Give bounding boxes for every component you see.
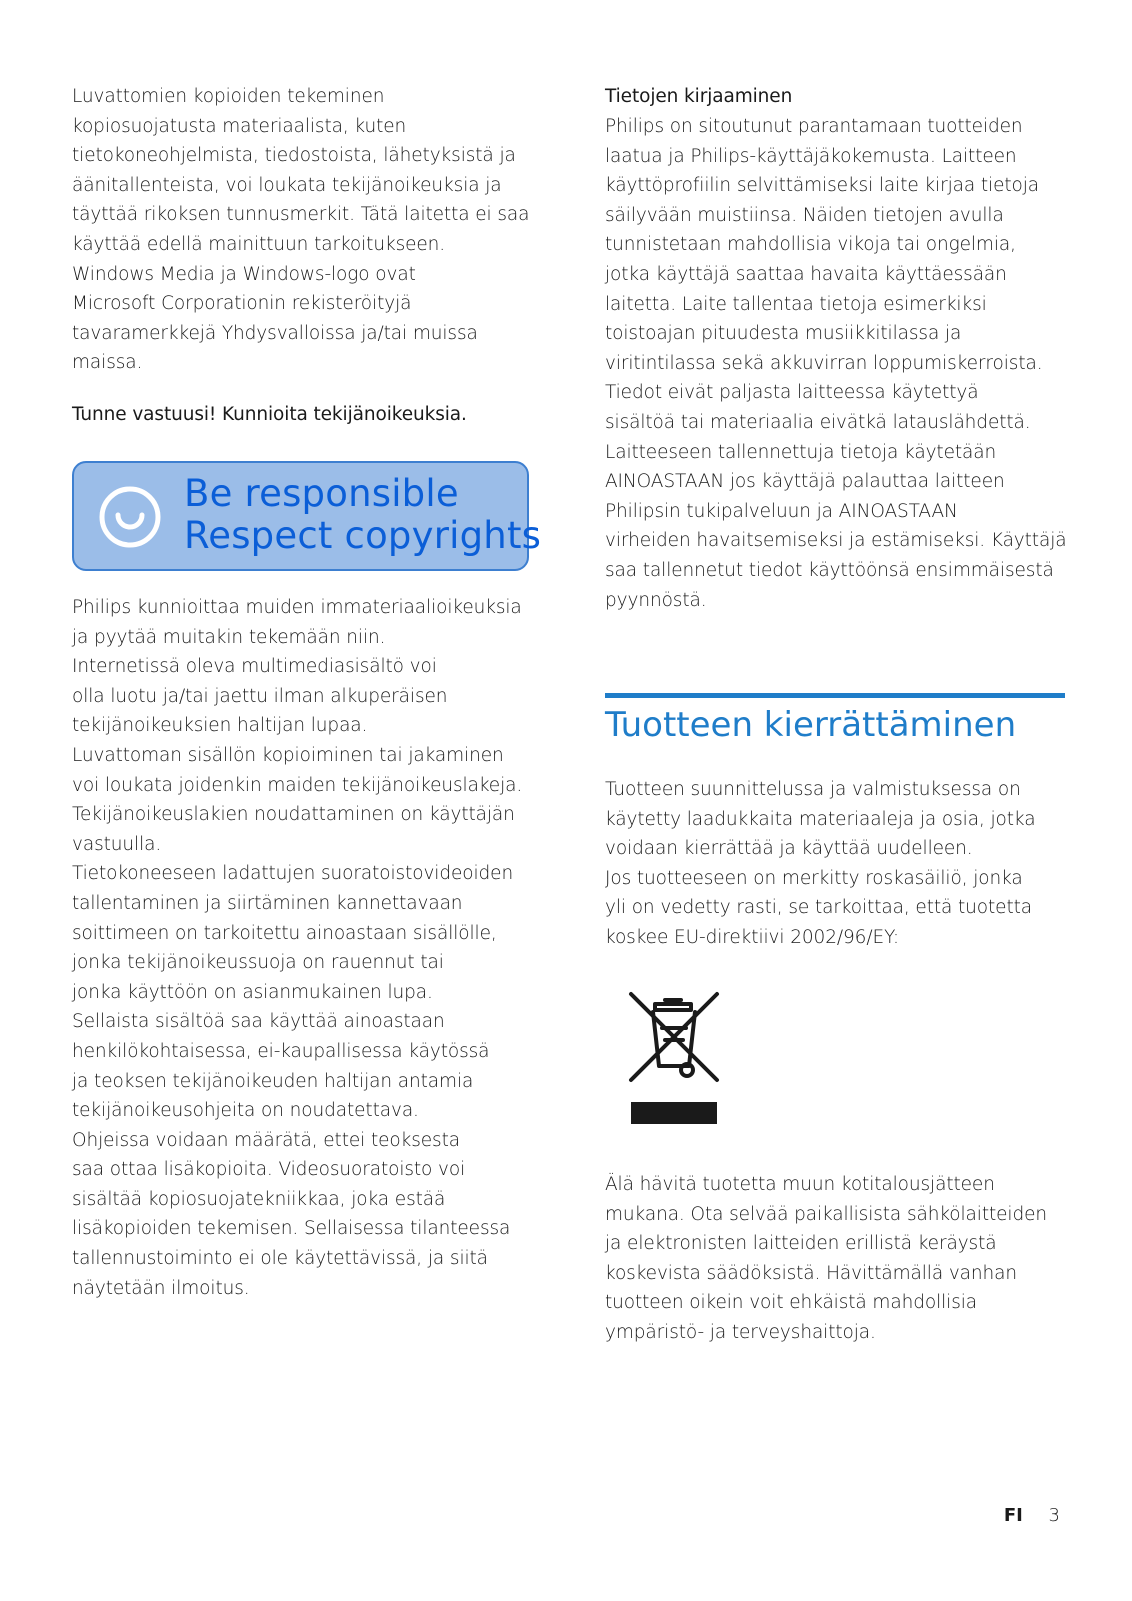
disposal-paragraph: Älä hävitä tuotetta muun kotitalousjätteen mukana. Ota selvää paikallisista sähkölaitteiden ja elektronisten laitteiden erillistä keräystä koskevista säädöksistä. Hävittämällä vanhan tuotteen oikein voit ehkäistä mahdollisia ympäristö- ja terveyshaittoja. — [605, 1174, 1048, 1343]
page-number: 3 — [1048, 1505, 1060, 1526]
recycling-section-title: Tuotteen kierrättäminen — [605, 705, 1017, 745]
piracy-warning-paragraph: Luvattomien kopioiden tekeminen kopiosuojatusta materiaalista, kuten tietokoneohjelmista, tiedostoista, lähetyksistä ja äänitallenteista, voi loukata tekijänoikeuksia ja täyttää rikoksen tunnusmerkit. Tätä laitetta ei saa käyttää edellä mainittuun tarkoitukseen. Windows Media ja Windows-logo ovat Microsoft Corporationin rekisteröityjä tavaramerkkejä Yhdysvalloissa ja/tai muissa maissa. — [72, 86, 530, 374]
language-code: FI — [1003, 1505, 1023, 1526]
be-responsible-banner — [72, 461, 542, 571]
data-logging-paragraph: Philips on sitoutunut parantamaan tuotteiden laatua ja Philips-käyttäjäkokemusta. Laitteen käyttöprofiilin selvittämiseksi laite kirjaa tietoja säilyvään muistiinsa. Näiden tietojen avulla tunnistetaan mahdollisia vikoja tai ongelmia, jotka käyttäjä saattaa havaita käyttäessään laitetta. Laite tallentaa tietoja esimerkiksi toistoajan pituudesta musiikkitilassa ja viritintilassa sekä akkuvirran loppumiskerroista. Tiedot eivät paljasta laitteessa käytettyä sisältöä tai materiaalia eivätkä latauslähdettä. Laitteeseen tallennettuja tietoja käytetään AINOASTAAN jos käyttäjä palauttaa laitteen Philipsin tukipalveluun ja AINOASTAAN virheiden havaitsemiseksi ja estämiseksi. Käyttäjä saa tallennetut tiedot käyttöönsä ensimmäisestä pyynnöstä. — [605, 116, 1067, 611]
data-logging-heading: Tietojen kirjaaminen — [605, 86, 793, 107]
copyright-paragraph: Philips kunnioittaa muiden immateriaalioikeuksia ja pyytää muitakin tekemään niin. Internetissä oleva multimediasisältö voi olla luotu ja/tai jaettu ilman alkuperäisen tekijänoikeuksien haltijan lupaa. Luvattoman sisällön kopioiminen tai jakaminen voi loukata joidenkin maiden tekijänoikeuslakeja. Tekijänoikeuslakien noudattaminen on käyttäjän vastuulla. Tietokoneeseen ladattujen suoratoistovideoiden tallentaminen ja siirtäminen kannettavaan soittimeen on tarkoitettu ainoastaan sisällölle, jonka tekijänoikeussuoja on rauennut tai jonka käyttöön on asianmukainen lupa. Sellaista sisältöä saa käyttää ainoastaan henkilökohtaisessa, ei-kaupallisessa käytössä ja teoksen tekijänoikeuden haltijan antamia tekijänoikeusohjeita on noudatettava. Ohjeissa voidaan määrätä, ettei teoksesta saa ottaa lisäkopioita. Videosuoratoisto voi sisältää kopiosuojatekniikkaa, joka estää lisäkopioiden tekemisen. Sellaisessa tilanteessa tallennustoiminto ei ole käytettävissä, ja siitä näytetään ilmoitus. — [72, 597, 523, 1299]
section-rule — [605, 693, 1065, 698]
banner-line-1: Be responsible — [184, 472, 459, 515]
recycling-paragraph: Tuotteen suunnittelussa ja valmistuksessa on käytetty laadukkaita materiaaleja ja osia, jotka voidaan kierrättää ja käyttää uudelleen. Jos tuotteeseen on merkitty roskasäiliö, jonka yli on vedetty rasti, se tarkoittaa, että tuotetta koskee EU-direktiivi 2002/96/EY: — [605, 779, 1036, 948]
responsibility-heading: Tunne vastuusi! Kunnioita tekijänoikeuksia. — [72, 404, 467, 425]
banner-line-2: Respect copyrights — [184, 514, 542, 557]
page-footer — [1004, 1505, 1060, 1526]
banner-text — [184, 473, 541, 557]
philips-power-icon — [98, 485, 162, 549]
crossed-out-wheelie-bin-icon — [625, 990, 723, 1136]
